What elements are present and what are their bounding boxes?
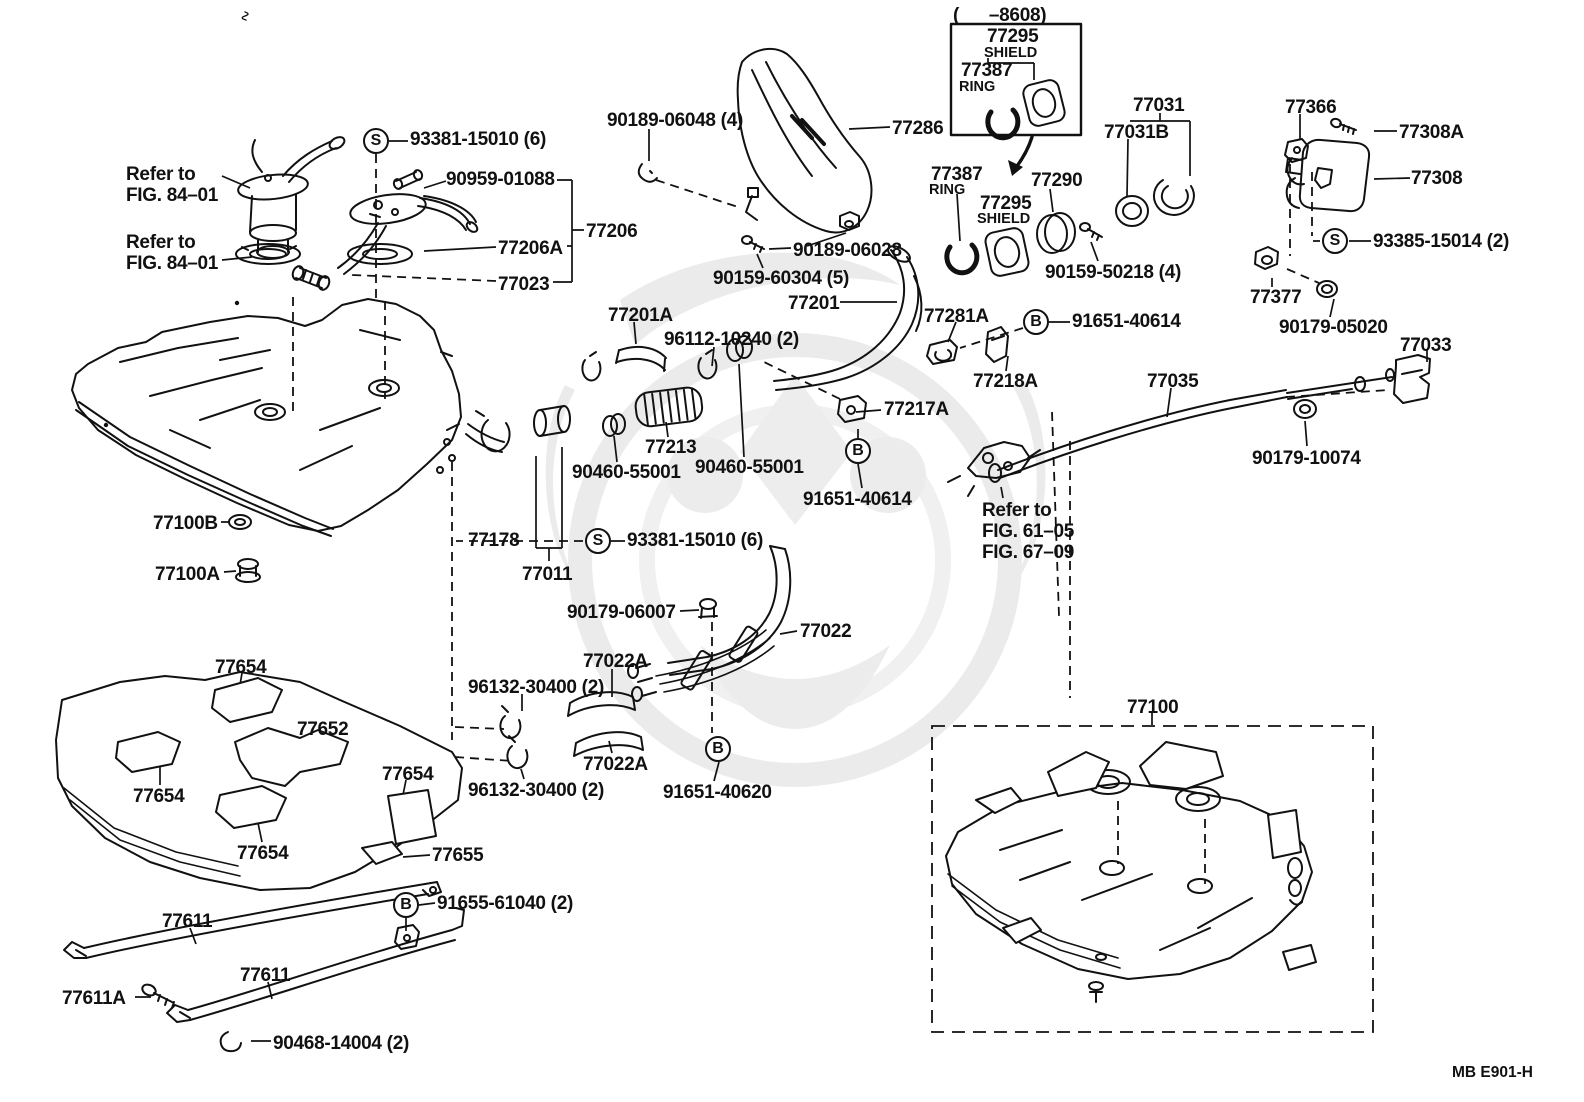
part-label-77033: 77033 bbox=[1400, 335, 1452, 356]
part-label-93385-15014: 93385-15014 (2) bbox=[1373, 231, 1509, 252]
part-label-77031: 77031 bbox=[1133, 95, 1185, 116]
note-refer-fig8401-a-line1: Refer to bbox=[126, 164, 196, 185]
part-label-77611-lower: 77611 bbox=[240, 965, 291, 986]
part-label-77178: 77178 bbox=[468, 530, 520, 551]
part-label-77201a: 77201A bbox=[608, 305, 673, 326]
part-label-96112-10240: 96112-10240 (2) bbox=[664, 329, 799, 350]
part-label-77217a: 77217A bbox=[884, 399, 949, 420]
part-label-77654-top: 77654 bbox=[215, 657, 267, 678]
clamp-96112-left-art bbox=[582, 352, 600, 380]
circled-b-icon: B bbox=[845, 438, 871, 464]
part-label-77366: 77366 bbox=[1285, 97, 1337, 118]
part-label-90179-06007: 90179-06007 bbox=[567, 602, 676, 623]
ring-77387-art bbox=[947, 245, 977, 273]
part-label-77022a-lower: 77022A bbox=[583, 754, 648, 775]
actuator-77033-art bbox=[1394, 355, 1430, 403]
inset-shield-art bbox=[1021, 78, 1066, 127]
part-label-77213: 77213 bbox=[645, 437, 697, 458]
part-label-77654-right: 77654 bbox=[382, 764, 434, 785]
circled-s-icon: S bbox=[585, 528, 611, 554]
part-label-96132-30400-upper: 96132-30400 (2) bbox=[468, 677, 604, 698]
pad-77655-art bbox=[362, 842, 402, 864]
part-label-77281a: 77281A bbox=[924, 306, 989, 327]
inset-label-77295: 77295 bbox=[987, 26, 1039, 47]
inset-label-ring: RING bbox=[959, 79, 996, 95]
part-label-90179-10074: 90179-10074 bbox=[1252, 448, 1361, 469]
pad-77654-bottom-art bbox=[216, 786, 286, 828]
fuel-tank-art bbox=[72, 299, 461, 582]
inset-ring-art bbox=[988, 110, 1018, 138]
circled-b-icon: B bbox=[393, 892, 419, 918]
clip-90189-06048-art bbox=[639, 164, 657, 182]
part-label-77377: 77377 bbox=[1250, 287, 1302, 308]
part-label-77652: 77652 bbox=[297, 719, 349, 740]
filler-protector-art bbox=[738, 49, 872, 233]
grommet-90179-05020-art bbox=[1317, 281, 1337, 297]
part-label-93381-15010-a: 93381-15010 (6) bbox=[410, 129, 546, 150]
pad-77654-top-art bbox=[212, 678, 282, 722]
circled-b-icon: B bbox=[705, 736, 731, 762]
grommet-77100b-art bbox=[229, 515, 251, 529]
part-label-90468-14004: 90468-14004 (2) bbox=[273, 1033, 409, 1054]
part-label-96132-30400-lower: 96132-30400 (2) bbox=[468, 780, 604, 801]
circled-b-icon: B bbox=[1023, 309, 1049, 335]
pad-77654-left-art bbox=[116, 732, 180, 772]
inset-tank-art bbox=[946, 742, 1316, 1002]
drawing-code: MB E901-H bbox=[1452, 1064, 1533, 1081]
clip-96132-lower-art bbox=[507, 736, 527, 768]
bracket-77218a-art bbox=[986, 327, 1008, 362]
inset-label-77387: 77387 bbox=[961, 60, 1013, 81]
plug-77100a-art bbox=[236, 559, 260, 582]
part-label-77654-bottom: 77654 bbox=[237, 843, 289, 864]
coupling-art bbox=[291, 265, 331, 292]
clip-96132-upper-art bbox=[500, 706, 520, 738]
clip-90179-06007-art bbox=[699, 599, 717, 618]
part-label-90189-06028: 90189-06028 bbox=[793, 240, 902, 261]
ring-77031-art bbox=[1154, 180, 1194, 215]
note-refer-fig6105-line2: FIG. 61–05 bbox=[982, 521, 1075, 542]
part-label-77031b: 77031B bbox=[1104, 122, 1169, 143]
note-refer-fig6105-line3: FIG. 67–09 bbox=[982, 542, 1075, 563]
part-label-77011: 77011 bbox=[522, 564, 573, 585]
note-refer-fig6105-line1: Refer to bbox=[982, 500, 1052, 521]
inset-header: ( –8608) bbox=[953, 5, 1047, 26]
inset-label-shield: SHIELD bbox=[984, 45, 1038, 61]
part-label-77290: 77290 bbox=[1031, 170, 1083, 191]
part-label-77387-ring: RING bbox=[929, 182, 966, 198]
part-label-77035: 77035 bbox=[1147, 371, 1199, 392]
nut-90189-06028-art bbox=[840, 212, 859, 230]
part-label-90189-06048: 90189-06048 (4) bbox=[607, 110, 743, 131]
part-label-77100a: 77100A bbox=[155, 564, 220, 585]
part-label-90179-05020: 90179-05020 bbox=[1279, 317, 1388, 338]
part-label-77308: 77308 bbox=[1411, 168, 1463, 189]
circled-s-icon: S bbox=[363, 128, 389, 154]
part-label-77100b: 77100B bbox=[153, 513, 218, 534]
screw-77308a-art bbox=[1330, 118, 1356, 134]
part-label-77611-upper: 77611 bbox=[162, 911, 213, 932]
part-label-77022a-upper: 77022A bbox=[583, 651, 648, 672]
part-label-77218a: 77218A bbox=[973, 371, 1038, 392]
bracket-91655-art bbox=[395, 925, 419, 949]
grommet-77031b-art bbox=[1116, 196, 1148, 226]
part-label-77100: 77100 bbox=[1127, 697, 1179, 718]
screw-90159-60304-art bbox=[742, 236, 764, 252]
part-label-91651-40614-a: 91651-40614 bbox=[1072, 311, 1181, 332]
nut-77377-art bbox=[1255, 247, 1278, 269]
part-label-77295-shield: SHIELD bbox=[977, 211, 1031, 227]
part-label-91651-40620: 91651-40620 bbox=[663, 782, 772, 803]
part-label-91651-40614-b: 91651-40614 bbox=[803, 489, 912, 510]
part-label-91655-61040: 91655-61040 (2) bbox=[437, 893, 573, 914]
note-refer-fig8401-b-line1: Refer to bbox=[126, 232, 196, 253]
screw-90159-50218-art bbox=[1080, 223, 1102, 240]
bolt-77611a-art bbox=[141, 983, 174, 1008]
ring-77290-art bbox=[1037, 213, 1075, 253]
part-label-90159-60304: 90159-60304 (5) bbox=[713, 268, 849, 289]
part-label-77387: 77387 bbox=[931, 164, 983, 185]
part-label-77611a: 77611A bbox=[62, 988, 126, 1009]
part-label-90460-55001-right: 90460-55001 bbox=[695, 457, 804, 478]
part-label-90959-01088: 90959-01088 bbox=[446, 169, 555, 190]
circled-s-icon: S bbox=[1322, 228, 1348, 254]
grommet-90179-10074-art bbox=[1294, 400, 1316, 418]
part-label-77201: 77201 bbox=[788, 293, 840, 314]
part-label-77022: 77022 bbox=[800, 621, 852, 642]
clip-90468-art bbox=[221, 1032, 241, 1051]
part-label-77286: 77286 bbox=[892, 118, 944, 139]
part-label-93381-15010-b: 93381-15010 (6) bbox=[627, 530, 763, 551]
pad-77654-right-art bbox=[388, 790, 436, 844]
hose-77022a-lower-art bbox=[574, 732, 643, 756]
hose-77201a-art bbox=[616, 347, 666, 371]
part-label-90159-50218: 90159-50218 (4) bbox=[1045, 262, 1181, 283]
part-label-77295: 77295 bbox=[980, 193, 1032, 214]
clamp-77281a-art bbox=[927, 340, 957, 364]
part-label-77655: 77655 bbox=[432, 845, 484, 866]
shield-77295-art bbox=[984, 227, 1030, 278]
part-label-77308a: 77308A bbox=[1399, 122, 1464, 143]
note-refer-fig8401-b-line2: FIG. 84–01 bbox=[126, 253, 219, 274]
stray-marks bbox=[105, 12, 249, 427]
fuel-pump-art bbox=[237, 135, 346, 258]
note-refer-fig8401-a-line2: FIG. 84–01 bbox=[126, 185, 219, 206]
strap-77611-upper-art bbox=[64, 882, 441, 958]
part-label-77206: 77206 bbox=[586, 221, 638, 242]
fuel-lid-77308-art bbox=[1286, 140, 1369, 211]
part-label-77206a: 77206A bbox=[498, 238, 563, 259]
part-label-77023: 77023 bbox=[498, 274, 550, 295]
part-label-77654-left: 77654 bbox=[133, 786, 185, 807]
part-label-90460-55001-left: 90460-55001 bbox=[572, 462, 681, 483]
